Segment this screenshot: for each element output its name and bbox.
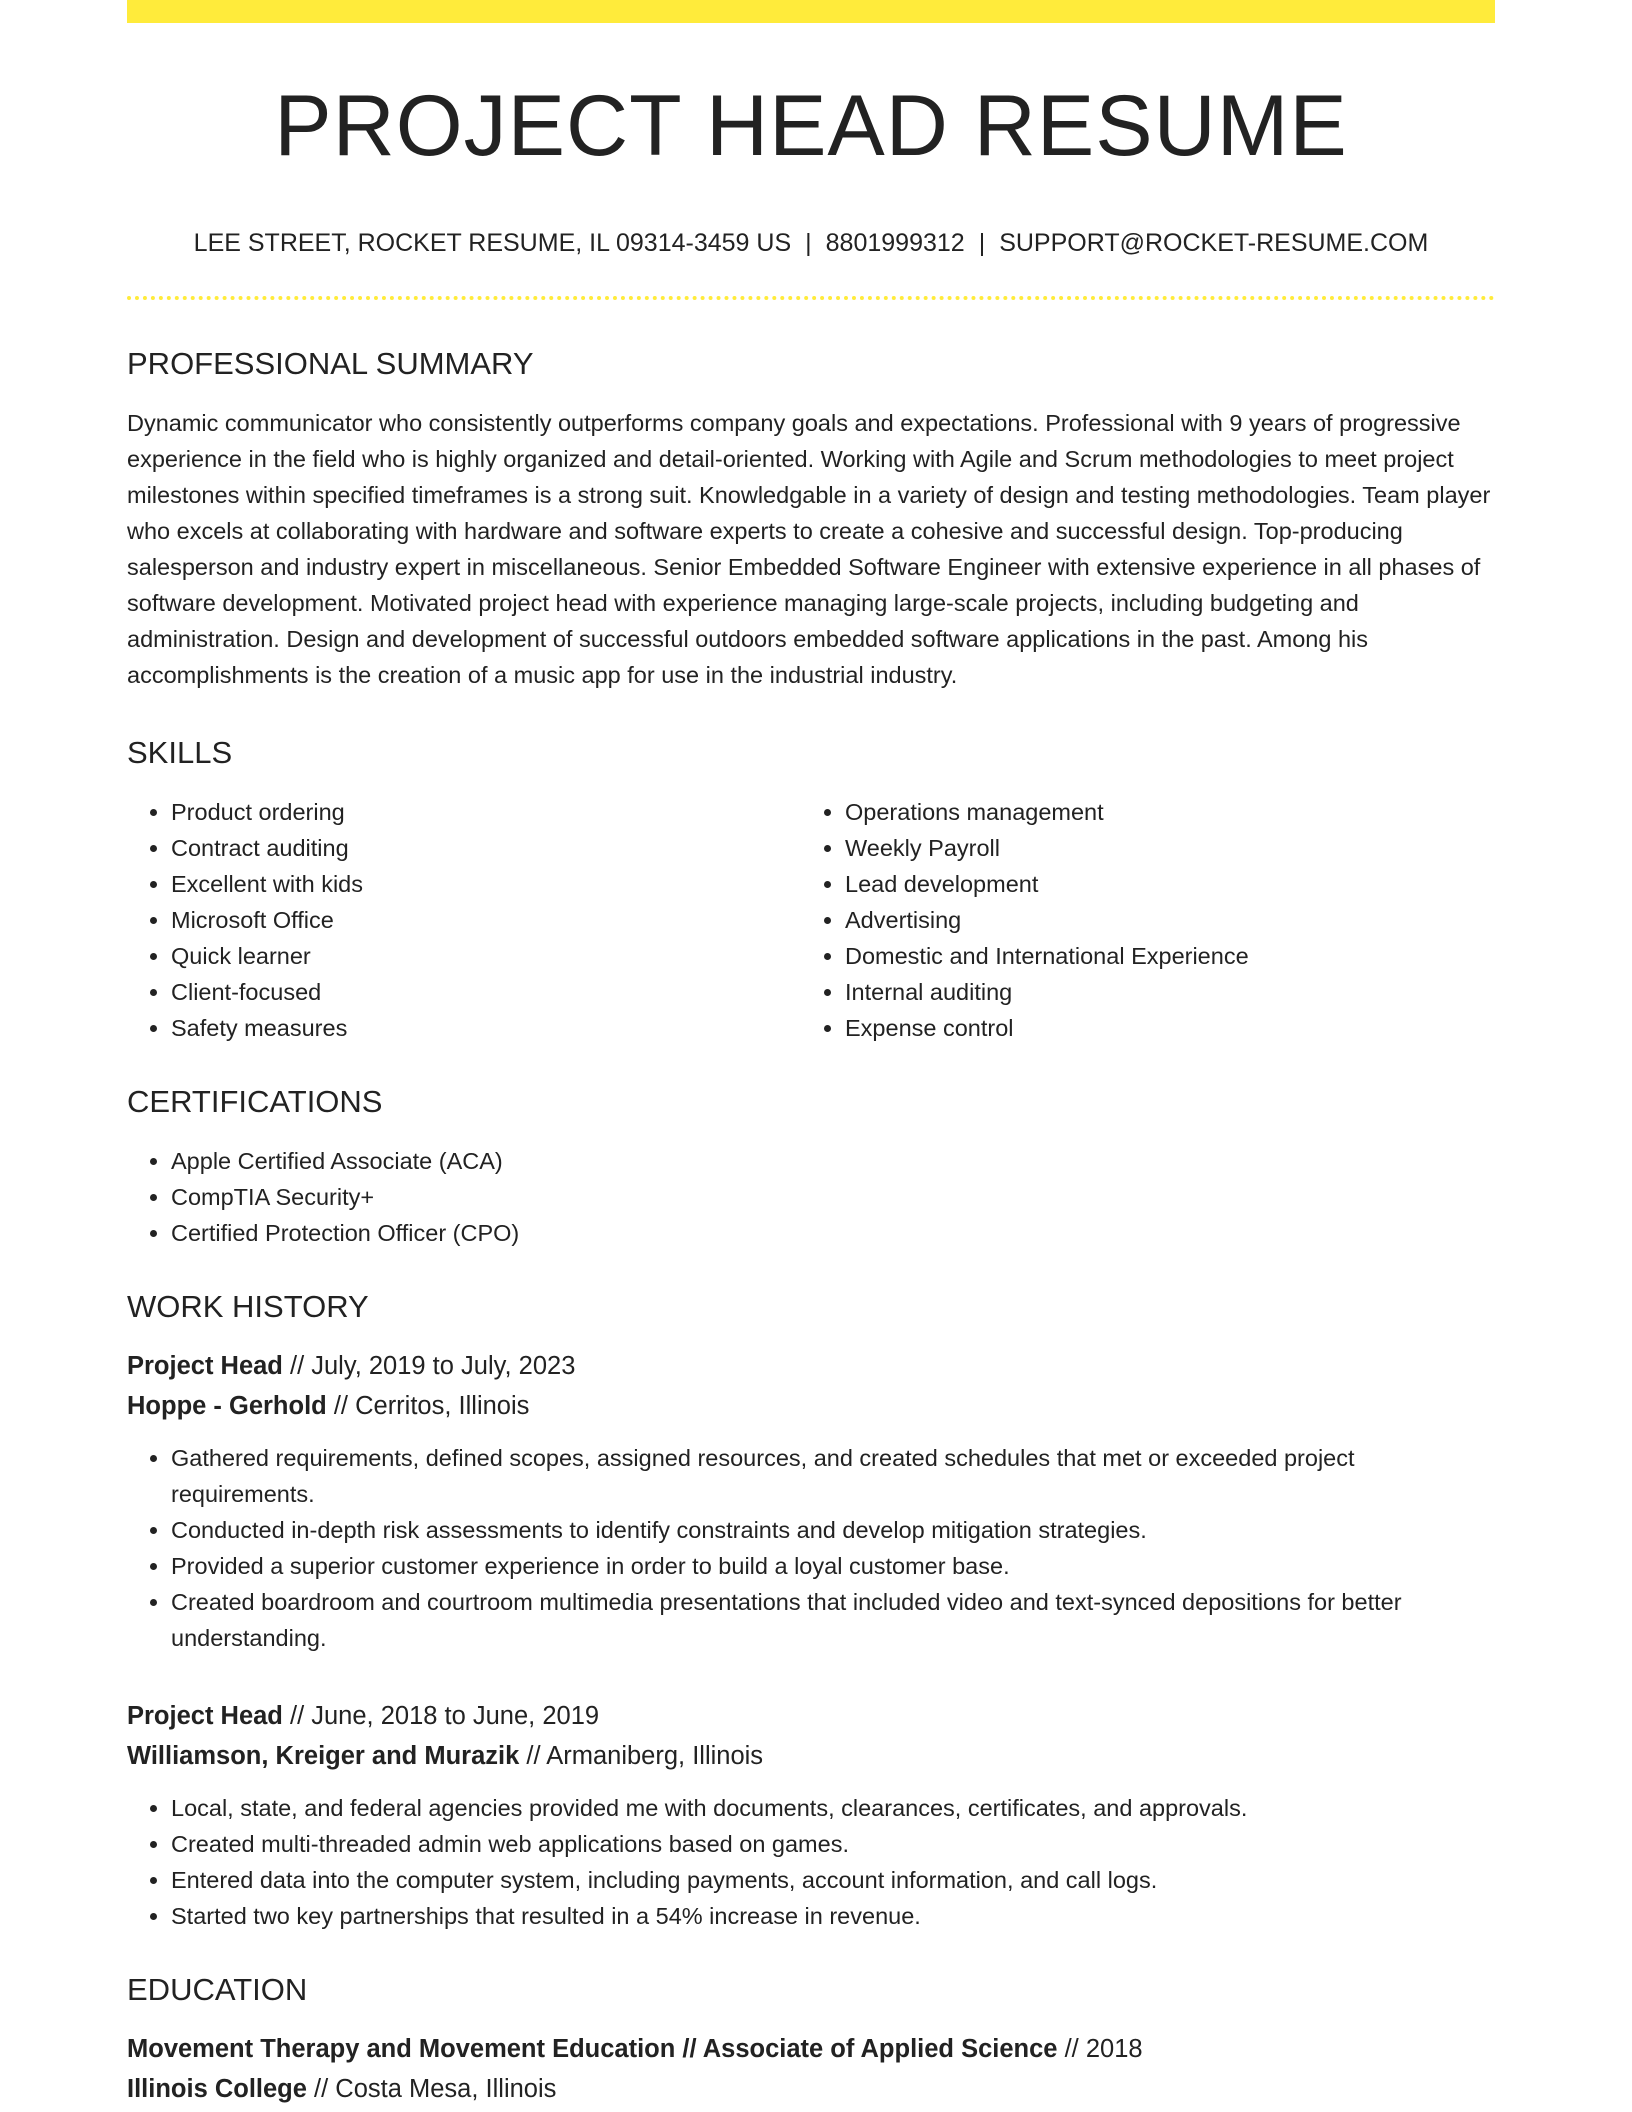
education-school: Illinois College [127,2075,307,2103]
certifications-list [127,1143,1495,1251]
education-year: // 2018 [1064,2035,1143,2063]
contact-line [127,231,1495,256]
skill-item: • Safety measures [171,1010,801,1046]
skills-list [127,794,1495,1046]
job-bullets [127,1440,1495,1656]
job-company: Hoppe - Gerhold [127,1392,327,1420]
education-school-line [127,2069,1495,2109]
skill-item: • Expense control [845,1010,1495,1046]
job-dates: // July, 2019 to July, 2023 [289,1352,576,1380]
skill-item: • Advertising [845,902,1495,938]
dotted-divider [127,296,1495,300]
job-company: Williamson, Kreiger and Murazik [127,1742,520,1770]
contact-address: LEE STREET, ROCKET RESUME, IL 09314-3459 US [193,229,792,257]
certifications-heading: CERTIFICATIONS [127,1084,383,1119]
skill-item: • Microsoft Office [171,902,801,938]
education-heading: EDUCATION [127,1972,308,2007]
job-company-line [127,1386,1495,1426]
skill-item: • Product ordering [171,794,801,830]
work-history-heading: WORK HISTORY [127,1289,369,1324]
skills-column-right [801,794,1495,1046]
education-degree-line [127,2029,1495,2069]
job-bullet: • Started two key partnerships that resulted in a 54% increase in revenue. [171,1898,1495,1934]
job-dates: // June, 2018 to June, 2019 [289,1702,600,1730]
certification-item: • Apple Certified Associate (ACA) [171,1143,1495,1179]
education-degree: Movement Therapy and Movement Education // Associate of Applied Science [127,2035,1058,2063]
summary-heading: PROFESSIONAL SUMMARY [127,346,534,381]
contact-separator: | [805,229,812,257]
skill-item: • Lead development [845,866,1495,902]
job-bullet: • Gathered requirements, defined scopes, assigned resources, and created schedules that met or exceeded project requirements. [171,1440,1495,1512]
education-location: // Costa Mesa, Illinois [314,2075,557,2103]
skill-item: • Internal auditing [845,974,1495,1010]
job-bullet: • Created boardroom and courtroom multimedia presentations that included video and text-synced depositions for better understanding. [171,1584,1495,1656]
contact-phone: 8801999312 [825,229,965,257]
contact-separator: | [978,229,986,257]
skill-item: • Contract auditing [171,830,801,866]
job-location: // Armaniberg, Illinois [526,1742,764,1770]
skill-item: • Quick learner [171,938,801,974]
job-location: // Cerritos, Illinois [333,1392,530,1420]
accent-top-bar [127,0,1495,23]
summary-text: Dynamic communicator who consistently outperforms company goals and expectations. Professional with 9 years of progressive experience in the field who is highly organized and detail-oriented. Working with Agile and Scrum methodologies to meet project milestones within specified timeframes is a strong suit. Knowledgable in a variety of design and testing methodologies. Team player who excels at collaborating with hardware and software experts to create a cohesive and successful design. Top-producing salesperson and industry expert in miscellaneous. Senior Embedded Software Engineer with extensive experience in all phases of software development. Motivated project head with experience managing large-scale projects, including budgeting and administration. Design and development of successful outdoors embedded software applications in the past. Among his accomplishments is the creation of a music app for use in the industrial industry. [127,410,1491,688]
skills-column-left [127,794,801,1046]
skill-item: • Operations management [845,794,1495,830]
job-role: Project Head [127,1352,283,1380]
job-bullets [127,1790,1495,1934]
resume-page [127,0,1495,2109]
skill-item: • Excellent with kids [171,866,801,902]
job-bullet: • Conducted in-depth risk assessments to identify constraints and develop mitigation strategies. [171,1512,1495,1548]
job-company-line [127,1736,1495,1776]
job-bullet: • Entered data into the computer system, including payments, account information, and call logs. [171,1862,1495,1898]
certification-item: • CompTIA Security+ [171,1179,1495,1215]
skill-item: • Client-focused [171,974,801,1010]
resume-title: PROJECT HEAD RESUME [274,78,1348,174]
job-title-line [127,1346,1495,1386]
job-bullet: • Provided a superior customer experience in order to build a loyal customer base. [171,1548,1495,1584]
skills-heading: SKILLS [127,735,233,770]
job-bullet: • Local, state, and federal agencies provided me with documents, clearances, certificates, and approvals. [171,1790,1495,1826]
job-bullet: • Created multi-threaded admin web applications based on games. [171,1826,1495,1862]
certification-item: • Certified Protection Officer (CPO) [171,1215,1495,1251]
skill-item: • Weekly Payroll [845,830,1495,866]
job-title-line [127,1696,1495,1736]
job-role: Project Head [127,1702,283,1730]
contact-email: SUPPORT@ROCKET-RESUME.COM [999,229,1429,257]
skill-item: • Domestic and International Experience [845,938,1495,974]
